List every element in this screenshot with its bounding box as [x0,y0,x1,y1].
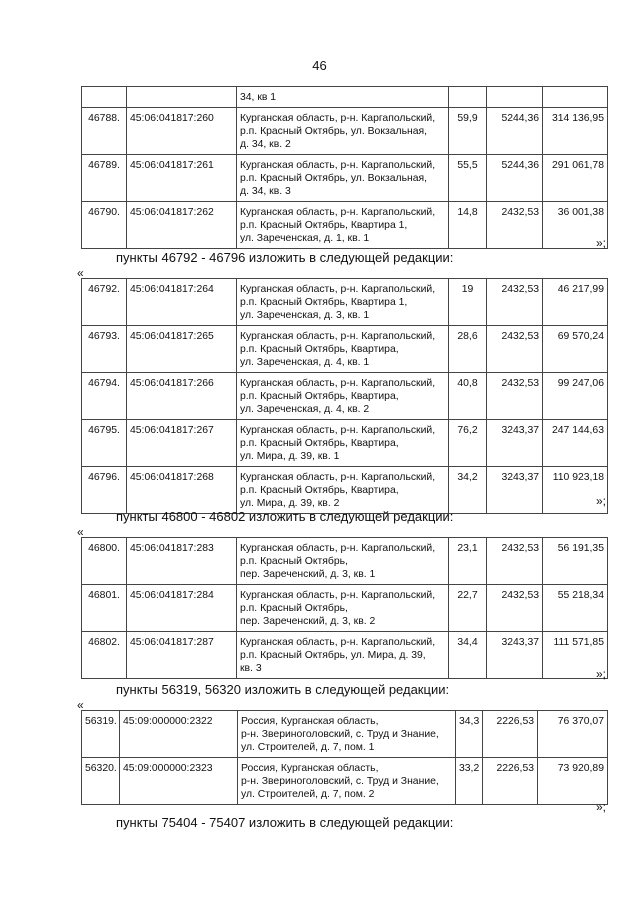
address-cell [237,326,449,373]
address-line: ул. Строителей, д. 7, пом. 2 [241,789,375,800]
address-line: пер. Зареченский, д. 3, кв. 2 [240,616,376,627]
row-number-cell: 46800. [82,538,127,585]
address-cell [237,467,449,514]
table-row [82,326,608,373]
address-cell [237,538,449,585]
address-cell [237,585,449,632]
address-line: Курганская область, р-н. Каргапольский, [240,472,436,483]
table-row [82,538,608,585]
address-line: ул. Зареченская, д. 4, кв. 1 [240,357,370,368]
table-row [82,758,608,805]
cadastral-number-cell: 45:06:041817:266 [127,373,237,420]
row-number-cell: 46788. [82,108,127,155]
area-cell: 34,3 [456,711,483,758]
address-line: ул. Зареченская, д. 1, кв. 1 [240,233,370,244]
cadastral-value-cell: 314 136,95 [543,108,608,155]
cadastral-rate-cell [487,87,543,108]
address-cell [237,155,449,202]
close-quote-2: »; [595,494,606,508]
area-cell: 76,2 [449,420,487,467]
address-line: р.п. Красный Октябрь, [240,603,348,614]
row-number-cell: 56320. [82,758,120,805]
area-cell: 34,2 [449,467,487,514]
address-line: р.п. Красный Октябрь, ул. Вокзальная, [240,173,428,184]
cadastral-rate-cell: 2432,53 [487,279,543,326]
address-line: р.п. Красный Октябрь, ул. Вокзальная, [240,126,428,137]
address-cell [237,87,449,108]
address-line: Курганская область, р-н. Каргапольский, [240,331,436,342]
cadastral-number-cell: 45:06:041817:283 [127,538,237,585]
area-cell: 22,7 [449,585,487,632]
address-line: р.п. Красный Октябрь, [240,556,348,567]
register-table-2 [81,278,608,514]
cadastral-rate-cell: 3243,37 [487,467,543,514]
address-line: р-н. Звериноголовский, с. Труд и Знание, [241,776,439,787]
cadastral-rate-cell: 2432,53 [487,202,543,249]
cadastral-number-cell: 45:06:041817:267 [127,420,237,467]
table-row [82,585,608,632]
address-line: ул. Зареченская, д. 4, кв. 2 [240,404,370,415]
table-row [82,279,608,326]
cadastral-rate-cell: 2432,53 [487,373,543,420]
area-cell: 59,9 [449,108,487,155]
cadastral-value-cell: 46 217,99 [543,279,608,326]
row-number-cell: 46794. [82,373,127,420]
section-heading-46800: пункты 46800 - 46802 изложить в следующей редакции: [116,509,454,524]
cadastral-value-cell [543,87,608,108]
cadastral-rate-cell: 2432,53 [487,538,543,585]
address-line: р.п. Красный Октябрь, Квартира 1, [240,297,408,308]
cadastral-value-cell: 56 191,35 [543,538,608,585]
address-line: Россия, Курганская область, [241,763,379,774]
table-row [82,202,608,249]
cadastral-number-cell: 45:06:041817:265 [127,326,237,373]
address-line: ул. Зареченская, д. 3, кв. 1 [240,310,370,321]
address-cell [237,420,449,467]
table-row [82,467,608,514]
cadastral-value-cell: 55 218,34 [543,585,608,632]
table-row [82,373,608,420]
close-quote-4: »; [595,800,606,814]
cadastral-value-cell: 111 571,85 [543,632,608,679]
close-quote-1: »; [595,236,606,250]
address-cell [238,711,456,758]
address-line: ул. Мира, д. 39, кв. 2 [240,498,340,509]
cadastral-rate-cell: 2226,53 [483,758,538,805]
area-cell: 40,8 [449,373,487,420]
cadastral-number-cell: 45:06:041817:262 [127,202,237,249]
close-quote-3: »; [595,667,606,681]
address-line: Курганская область, р-н. Каргапольский, [240,543,436,554]
cadastral-number-cell: 45:06:041817:264 [127,279,237,326]
area-cell: 34,4 [449,632,487,679]
address-line: д. 34, кв. 3 [240,186,291,197]
register-table-3 [81,537,608,679]
cadastral-number-cell: 45:06:041817:268 [127,467,237,514]
area-cell: 28,6 [449,326,487,373]
section-heading-56319: пункты 56319, 56320 изложить в следующей редакции: [116,682,450,697]
address-line: р.п. Красный Октябрь, Квартира, [240,344,399,355]
address-line: Курганская область, р-н. Каргапольский, [240,207,436,218]
address-cell [237,202,449,249]
address-line: д. 34, кв. 2 [240,139,291,150]
area-cell: 19 [449,279,487,326]
table-row [82,711,608,758]
address-line: Россия, Курганская область, [241,716,379,727]
cadastral-rate-cell: 2432,53 [487,585,543,632]
cadastral-rate-cell: 3243,37 [487,420,543,467]
address-line: Курганская область, р-н. Каргапольский, [240,284,436,295]
address-line: Курганская область, р-н. Каргапольский, [240,160,436,171]
address-line: р.п. Красный Октябрь, Квартира, [240,438,399,449]
area-cell: 14,8 [449,202,487,249]
cadastral-value-cell: 73 920,89 [538,758,608,805]
area-cell: 23,1 [449,538,487,585]
address-line: Курганская область, р-н. Каргапольский, [240,425,436,436]
row-number-cell: 46793. [82,326,127,373]
open-quote-4: « [77,698,84,712]
register-table-1 [81,86,608,249]
address-cell [237,279,449,326]
table-row [82,108,608,155]
cadastral-value-cell: 69 570,24 [543,326,608,373]
section-heading-75404: пункты 75404 - 75407 изложить в следующей редакции: [116,815,454,830]
table-row [82,632,608,679]
address-line: р-н. Звериноголовский, с. Труд и Знание, [241,729,439,740]
address-line: Курганская область, р-н. Каргапольский, [240,378,436,389]
table-row [82,420,608,467]
address-cell [237,108,449,155]
section-heading-46792: пункты 46792 - 46796 изложить в следующей редакции: [116,250,454,265]
page-number: 46 [312,58,327,73]
cadastral-number-cell: 45:06:041817:260 [127,108,237,155]
address-cell [238,758,456,805]
cadastral-value-cell: 291 061,78 [543,155,608,202]
address-line: пер. Зареченский, д. 3, кв. 1 [240,569,376,580]
address-line: р.п. Красный Октябрь, Квартира, [240,391,399,402]
cadastral-number-cell: 45:06:041817:284 [127,585,237,632]
cadastral-number-cell: 45:09:000000:2323 [120,758,238,805]
cadastral-number-cell: 45:06:041817:261 [127,155,237,202]
address-line: Курганская область, р-н. Каргапольский, [240,637,436,648]
cadastral-number-cell: 45:06:041817:287 [127,632,237,679]
area-cell [449,87,487,108]
table-row [82,87,608,108]
area-cell: 55,5 [449,155,487,202]
row-number-cell: 46796. [82,467,127,514]
cadastral-rate-cell: 2226,53 [483,711,538,758]
cadastral-rate-cell: 2432,53 [487,326,543,373]
cadastral-rate-cell: 3243,37 [487,632,543,679]
row-number-cell [82,87,127,108]
row-number-cell: 46795. [82,420,127,467]
open-quote-2: « [77,266,84,280]
row-number-cell: 46802. [82,632,127,679]
table-row [82,155,608,202]
cadastral-value-cell: 247 144,63 [543,420,608,467]
cadastral-number-cell [127,87,237,108]
row-number-cell: 46792. [82,279,127,326]
cadastral-rate-cell: 5244,36 [487,155,543,202]
row-number-cell: 46790. [82,202,127,249]
address-line: Курганская область, р-н. Каргапольский, [240,113,436,124]
address-line: 34, кв 1 [240,92,277,103]
address-line: кв. 3 [240,663,262,674]
cadastral-number-cell: 45:09:000000:2322 [120,711,238,758]
row-number-cell: 56319. [82,711,120,758]
address-line: р.п. Красный Октябрь, ул. Мира, д. 39, [240,650,426,661]
row-number-cell: 46801. [82,585,127,632]
address-cell [237,632,449,679]
address-cell [237,373,449,420]
register-table-4 [81,710,608,805]
address-line: р.п. Красный Октябрь, Квартира, [240,485,399,496]
cadastral-rate-cell: 5244,36 [487,108,543,155]
cadastral-value-cell: 110 923,18 [543,467,608,514]
address-line: ул. Строителей, д. 7, пом. 1 [241,742,375,753]
address-line: Курганская область, р-н. Каргапольский, [240,590,436,601]
cadastral-value-cell: 99 247,06 [543,373,608,420]
area-cell: 33,2 [456,758,483,805]
address-line: ул. Мира, д. 39, кв. 1 [240,451,340,462]
open-quote-3: « [77,525,84,539]
row-number-cell: 46789. [82,155,127,202]
address-line: р.п. Красный Октябрь, Квартира 1, [240,220,408,231]
cadastral-value-cell: 76 370,07 [538,711,608,758]
cadastral-value-cell: 36 001,38 [543,202,608,249]
